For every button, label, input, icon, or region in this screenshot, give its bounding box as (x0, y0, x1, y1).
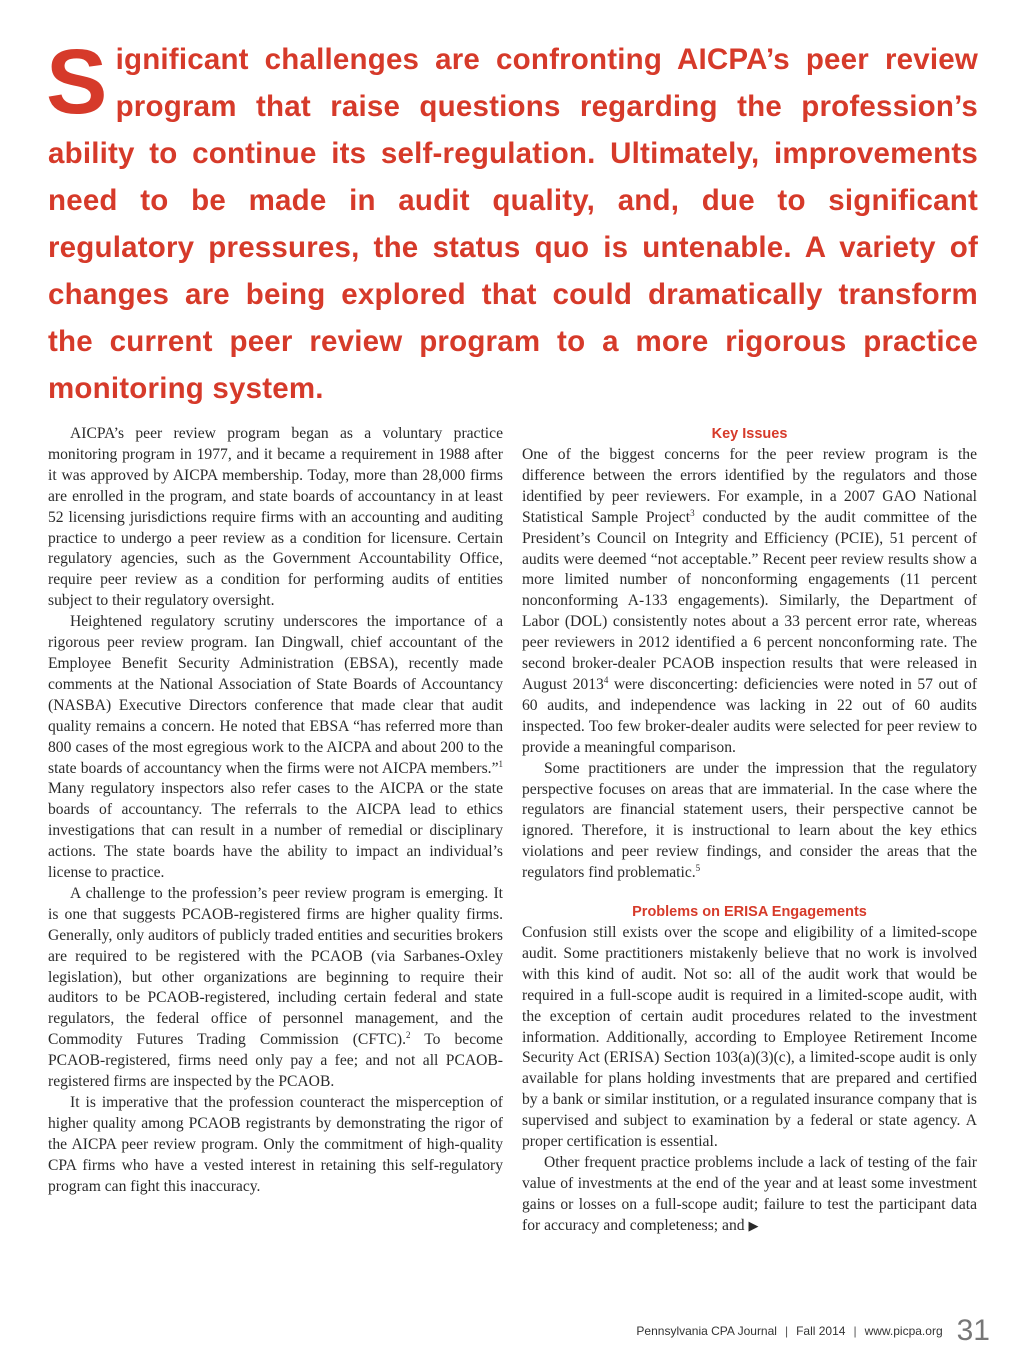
paragraph: It is imperative that the profession counteract the misperception of higher quality among PCAOB registrants by demonstrating the rigor of the AICPA peer review program. Only the commitment of high-quality CPA firms who have a vested interest in retaining this self-regulatory program can fight this inaccuracy. (48, 1094, 503, 1195)
issue-label: Fall 2014 (796, 1324, 846, 1338)
paragraph: AICPA’s peer review program began as a voluntary practice monitoring program in 1977, and it became a requirement in 1988 after it was approved by AICPA membership. Today, more than 28,000 firms are enrolled in the program, and state boards of accountancy in at least 52 licensing jurisdictions require firms with an accounting and auditing practice to undergo a peer review as a condition for licensure. Certain regulatory agencies, such as the Government Accountability Office, require peer review as a condition for performing audits of entities subject to their regulatory oversight. (48, 425, 503, 610)
footnote-ref: 1 (498, 758, 503, 769)
footnote-ref: 2 (406, 1030, 411, 1041)
paragraph: Some practitioners are under the impression that the regulatory perspective focuses on areas that are immaterial. In the case where the regulators are financial statement users, their perspective cannot be ignored. Therefore, it is instructional to learn about the key ethics violations and peer review findings, and consider the areas that the regulators find problematic.$^5$ (522, 759, 977, 882)
page-number: 31 (956, 1314, 990, 1347)
website-link[interactable]: www.picpa.org (864, 1324, 943, 1338)
footer-separator: | (853, 1324, 857, 1338)
intro-text: ignificant challenges are confronting AICPA’s peer review program that raise questions regarding the profession’s ability to continue its self-regulation. Ultimately, improvements need to be made in audit quality, and, due to significant regulatory pressures, the status quo is untenable. A variety of changes are being explored that could dramatically transform the current peer review program to a more rigorous practice monitoring system. (48, 43, 978, 405)
section-heading-erisa: Problems on ERISA Engagements (632, 904, 867, 921)
page-footer (560, 1316, 990, 1346)
footnote-ref: 5 (695, 862, 701, 873)
left-column (48, 424, 503, 1198)
paragraph: Confusion still exists over the scope and eligibility of a limited-scope audit. Some practitioners mistakenly believe that no work is involved with this kind of audit. Not so: all of the audit work that would be required in a full-scope audit is required in a limited-scope audit, with the exception of certain audit procedures related to the investment information. Additionally, according to Employee Retirement Income Security Act (ERISA) Section 103(a)(3)(c), a limited-scope audit is only available for plans holding investments that are prepared and certified by a bank or similar institution, or a regulated insurance company that is supervised and subject to examination by a federal or state agency. A proper certification is essential. (522, 924, 977, 1151)
right-column (522, 424, 977, 1237)
section-heading-key-issues: Key Issues (711, 426, 788, 442)
footer-separator: | (784, 1324, 789, 1338)
drop-cap: S (46, 31, 108, 133)
intro-pullquote (46, 31, 978, 412)
paragraph: Other frequent practice problems include a lack of testing of the fair value of investments at the end of the year and at least some investment gains or losses on a full-scope audit; failure to test the participant data for accuracy and completeness; and ▶ (522, 1154, 977, 1234)
paragraph: Heightened regulatory scrutiny underscores the importance of a rigorous peer review program. Ian Dingwall, chief accountant of the Employee Benefit Security Administration (EBSA), recently made comments at the National Association of State Boards of Accountancy (NASBA) Executive Directors conference that made clear that audit quality remains a concern. He noted that EBSA “has referred more than 800 cases of the most egregious work to the AICPA and about 200 to the state boards of accountancy when the firms were not AICPA members.”$^1$ Many regulatory inspectors also refer cases to the AICPA or the state boards of accountancy. The referrals to the AICPA lead to ethics investigations that can result in a number of remedial or disciplinary actions. The state boards have the ability to impact an individual’s license to practice. (48, 613, 503, 882)
footnote-ref: 3 (690, 507, 695, 518)
continue-arrow-icon: ▶ (748, 1217, 759, 1233)
paragraph: A challenge to the profession’s peer review program is emerging. It is one that suggests PCAOB-registered firms are higher quality firms. Generally, only auditors of publicly traded entities and securities brokers are required to be registered with the PCAOB (via Sarbanes-Oxley legislation), but other organizations are beginning to require their auditors to be PCAOB-registered, including certain federal and state regulators, the federal office of personnel management, and the Commodity Futures Trading Commission (CFTC).$^2$ To become PCAOB-registered, firms need only pay a fee; and not all PCAOB-registered firms are inspected by the PCAOB. (48, 884, 503, 1091)
journal-name: Pennsylvania CPA Journal (636, 1324, 777, 1338)
footnote-ref: 4 (603, 674, 609, 685)
paragraph: One of the biggest concerns for the peer review program is the difference between the errors identified by the regulators and those identified by peer reviewers. For example, in a 2007 GAO National Statistical Sample Project$^3$ conducted by the audit committee of the President’s Council on Integrity and Efficiency (PCIE), 51 percent of audits were deemed “not acceptable.” Recent peer review results show a more limited number of nonconforming engagements (11 percent nonconforming A-133 engagements). Similarly, the Department of Labor (DOL) consistently notes about a 33 percent error rate, whereas peer reviewers in 2012 identified a 6 percent nonconforming rate. The second broker-dealer PCAOB inspection results that were released in August 2013$^4$ were disconcerting: deficiencies were noted in 57 out of 60 audits, and independence was lacking in 22 out of 60 audits inspected. Too few broker-dealer audits were selected for peer review to provide a meaningful comparison. (522, 446, 978, 756)
